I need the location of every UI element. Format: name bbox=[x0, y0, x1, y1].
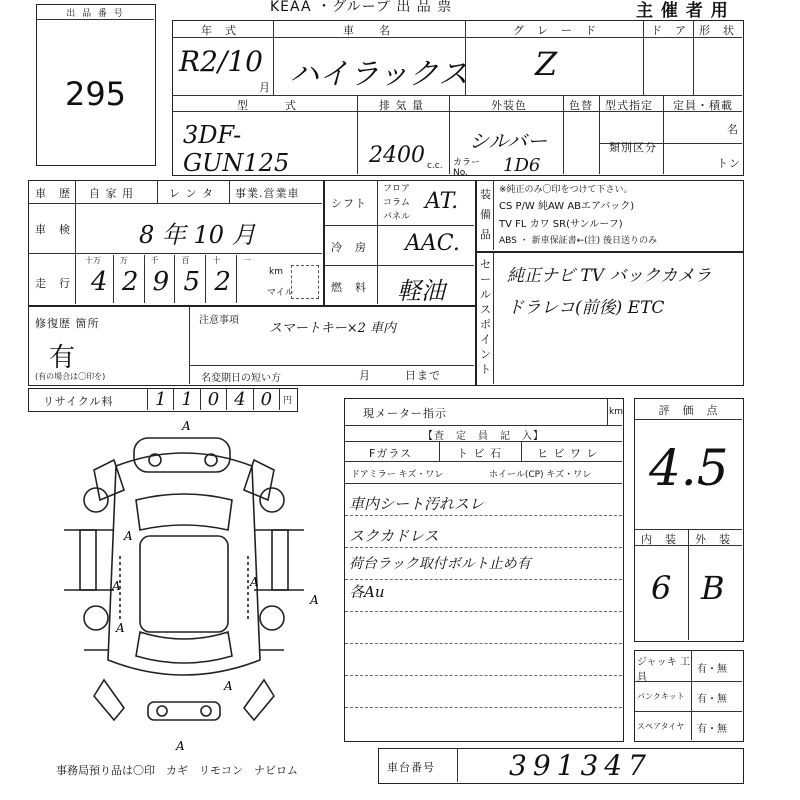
remark-2: スクカドレス bbox=[349, 527, 439, 545]
mileage-label: 走 行 bbox=[35, 277, 71, 290]
meter-remarks-block bbox=[344, 398, 624, 742]
defect-mirror: ドアミラー キズ・ワレ bbox=[351, 470, 444, 480]
shift-panel[interactable]: パネル bbox=[383, 212, 411, 222]
exterior-score: B bbox=[701, 569, 725, 607]
equipment-line-1: CS P/W 純AW ABエアバック) bbox=[499, 201, 635, 212]
puncture-kit-value[interactable]: 有・無 bbox=[697, 694, 727, 705]
exterior-label: 外 装 bbox=[695, 533, 731, 546]
history-block bbox=[28, 180, 324, 306]
displacement-label: 排 気 量 bbox=[379, 99, 424, 112]
remark-3: 荷台ラック取付ボルト止め有 bbox=[349, 556, 531, 572]
year-value: R2/10 bbox=[179, 45, 263, 78]
equipment-block bbox=[476, 180, 744, 252]
repair-note: (有の場合は〇印を) bbox=[35, 372, 106, 381]
period-month: 月 bbox=[359, 369, 371, 382]
recycle-digits: 1 1 0 4 0 bbox=[147, 389, 280, 410]
spare-tire-label: スペアタイヤ bbox=[637, 722, 685, 731]
ac-label: 冷 房 bbox=[331, 241, 367, 254]
capacity-label: 定員・積載 bbox=[673, 99, 733, 112]
defect-crack: ヒ ビ ワ レ bbox=[537, 447, 599, 460]
history-business[interactable]: 事業.営業車 bbox=[235, 187, 300, 200]
damage-mark: A bbox=[250, 575, 259, 589]
damage-mark: A bbox=[182, 419, 191, 433]
interior-label: 内 装 bbox=[641, 533, 677, 546]
type-designation-label: 型式指定 bbox=[605, 99, 653, 112]
equipment-note: ※純正のみ〇印をつけて下さい。 bbox=[499, 185, 633, 195]
equipment-label: 装 備 品 bbox=[480, 188, 492, 241]
ton-unit: トン bbox=[717, 157, 741, 170]
shift-label: シフト bbox=[331, 197, 367, 210]
vehicle-info-block bbox=[172, 20, 744, 176]
damage-mark: A bbox=[124, 529, 133, 543]
interior-score: 6 bbox=[651, 569, 672, 607]
history-rental[interactable]: レ ン タ bbox=[169, 187, 214, 200]
organizer-label: 主 催 者 用 bbox=[636, 1, 729, 21]
defect-chip: ト ビ 石 bbox=[457, 447, 502, 460]
repair-notes-block bbox=[28, 306, 476, 386]
spare-tire-value[interactable]: 有・無 bbox=[697, 724, 727, 735]
jack-label: ジャッキ 工 具 bbox=[637, 657, 700, 683]
color-value: シルバー bbox=[469, 129, 548, 153]
damage-mark: A bbox=[310, 593, 319, 607]
km-unit: km bbox=[269, 267, 283, 277]
shift-column[interactable]: コラム bbox=[383, 198, 410, 208]
remark-4: 各Au bbox=[349, 583, 385, 601]
evaluation-label: 評 価 点 bbox=[658, 404, 719, 417]
damage-mark: A bbox=[112, 579, 121, 593]
notes-text: スマートキー×2 車内 bbox=[269, 321, 397, 336]
name-label: 車 名 bbox=[343, 24, 391, 37]
displacement-value: 2400 bbox=[369, 143, 425, 168]
year-label: 年 式 bbox=[201, 24, 237, 37]
vehicle-name-value: ハイラックス bbox=[289, 57, 469, 92]
damage-mark: A bbox=[116, 621, 125, 635]
damage-mark: A bbox=[176, 739, 185, 753]
repair-label: 修復歴 箇所 bbox=[35, 317, 100, 330]
lot-label: 出 品 番 号 bbox=[66, 9, 125, 19]
model-label: 型 式 bbox=[237, 99, 297, 112]
persons-unit: 名 bbox=[727, 123, 739, 136]
jack-value[interactable]: 有・無 bbox=[697, 664, 727, 675]
office-note: 事務局預り品は〇印 カギ リモコン ナビロム bbox=[56, 764, 298, 777]
lot-number-box bbox=[36, 4, 156, 166]
defect-glass: Fガラス bbox=[369, 447, 412, 460]
puncture-kit-label: パンクキット bbox=[637, 692, 685, 701]
shift-value: AT. bbox=[425, 189, 459, 214]
equipment-line-2: TV FL カワ SR(サンルーフ) bbox=[499, 219, 623, 230]
category-label: 類別区分 bbox=[609, 141, 657, 154]
month-unit: 月 bbox=[259, 81, 271, 94]
recycle-unit: 円 bbox=[283, 396, 293, 406]
grade-label: グ レ ー ド bbox=[513, 24, 597, 37]
shape-label: 形 状 bbox=[699, 24, 735, 37]
fuel-label: 燃 料 bbox=[331, 281, 367, 294]
inspection-value: 8 年 10 月 bbox=[139, 221, 256, 249]
door-label: ド ア bbox=[651, 24, 687, 37]
meter-label: 現メーター指示 bbox=[363, 407, 447, 420]
equipment-line-3: ABS ・ 新車保証書←(注) 後日送りのみ bbox=[499, 236, 658, 246]
mileage-digits: 十万 4 万 2 千 9 百 5 十 2 一 bbox=[83, 255, 267, 303]
period-day: 日まで bbox=[405, 369, 441, 382]
chassis-number-block bbox=[378, 748, 744, 784]
inspector-label: 【査 定 員 記 入】 bbox=[423, 431, 544, 442]
sales-point-text-2: ドラレコ(前後) ETC bbox=[507, 298, 665, 318]
color-change-label: 色替 bbox=[569, 99, 593, 112]
model-value: 3DF- GUN125 bbox=[183, 121, 290, 177]
recycle-label: リサイクル料 bbox=[43, 395, 114, 408]
history-label: 車 歴 bbox=[35, 187, 71, 200]
shift-floor[interactable]: フロア bbox=[383, 184, 411, 194]
lot-number: 295 bbox=[64, 75, 127, 113]
grade-value: Z bbox=[535, 45, 558, 83]
specs-block bbox=[324, 180, 476, 306]
sales-point-block bbox=[476, 252, 744, 386]
notes-label: 注意事項 bbox=[199, 315, 239, 326]
ac-value: AAC. bbox=[405, 231, 460, 256]
inspection-label: 車 検 bbox=[35, 223, 71, 236]
fuel-value: 軽油 bbox=[397, 277, 445, 305]
repair-value: 有 bbox=[49, 343, 76, 373]
chassis-label: 車台番号 bbox=[387, 761, 435, 774]
car-body-diagram bbox=[24, 420, 334, 760]
damage-mark: A bbox=[224, 679, 233, 693]
sheet-title: KEAA ・グループ 出 品 票 bbox=[270, 0, 453, 15]
tools-block bbox=[634, 650, 744, 742]
short-period-label: 名変期日の短い方 bbox=[201, 373, 281, 384]
evaluation-score: 4.5 bbox=[649, 439, 729, 497]
exterior-color-label: 外装色 bbox=[491, 99, 527, 112]
sales-point-text-1: 純正ナビ TV バックカメラ bbox=[507, 266, 712, 286]
sales-point-label: セールスポイント bbox=[480, 258, 492, 376]
mile-unit: マイル bbox=[267, 288, 294, 298]
cc-unit: c.c. bbox=[427, 161, 443, 171]
recycle-fee-block bbox=[28, 388, 298, 412]
evaluation-block bbox=[634, 398, 744, 642]
defect-wheel: ホイール(CP) キズ・ワレ bbox=[489, 470, 592, 480]
color-no-label: カラー No. bbox=[453, 158, 481, 178]
remark-1: 車内シート汚れスレ bbox=[349, 495, 485, 513]
color-no-value: 1D6 bbox=[503, 155, 541, 176]
meter-unit: km bbox=[609, 407, 623, 417]
history-private[interactable]: 自 家 用 bbox=[89, 187, 134, 200]
chassis-number: 391347 bbox=[509, 749, 652, 782]
